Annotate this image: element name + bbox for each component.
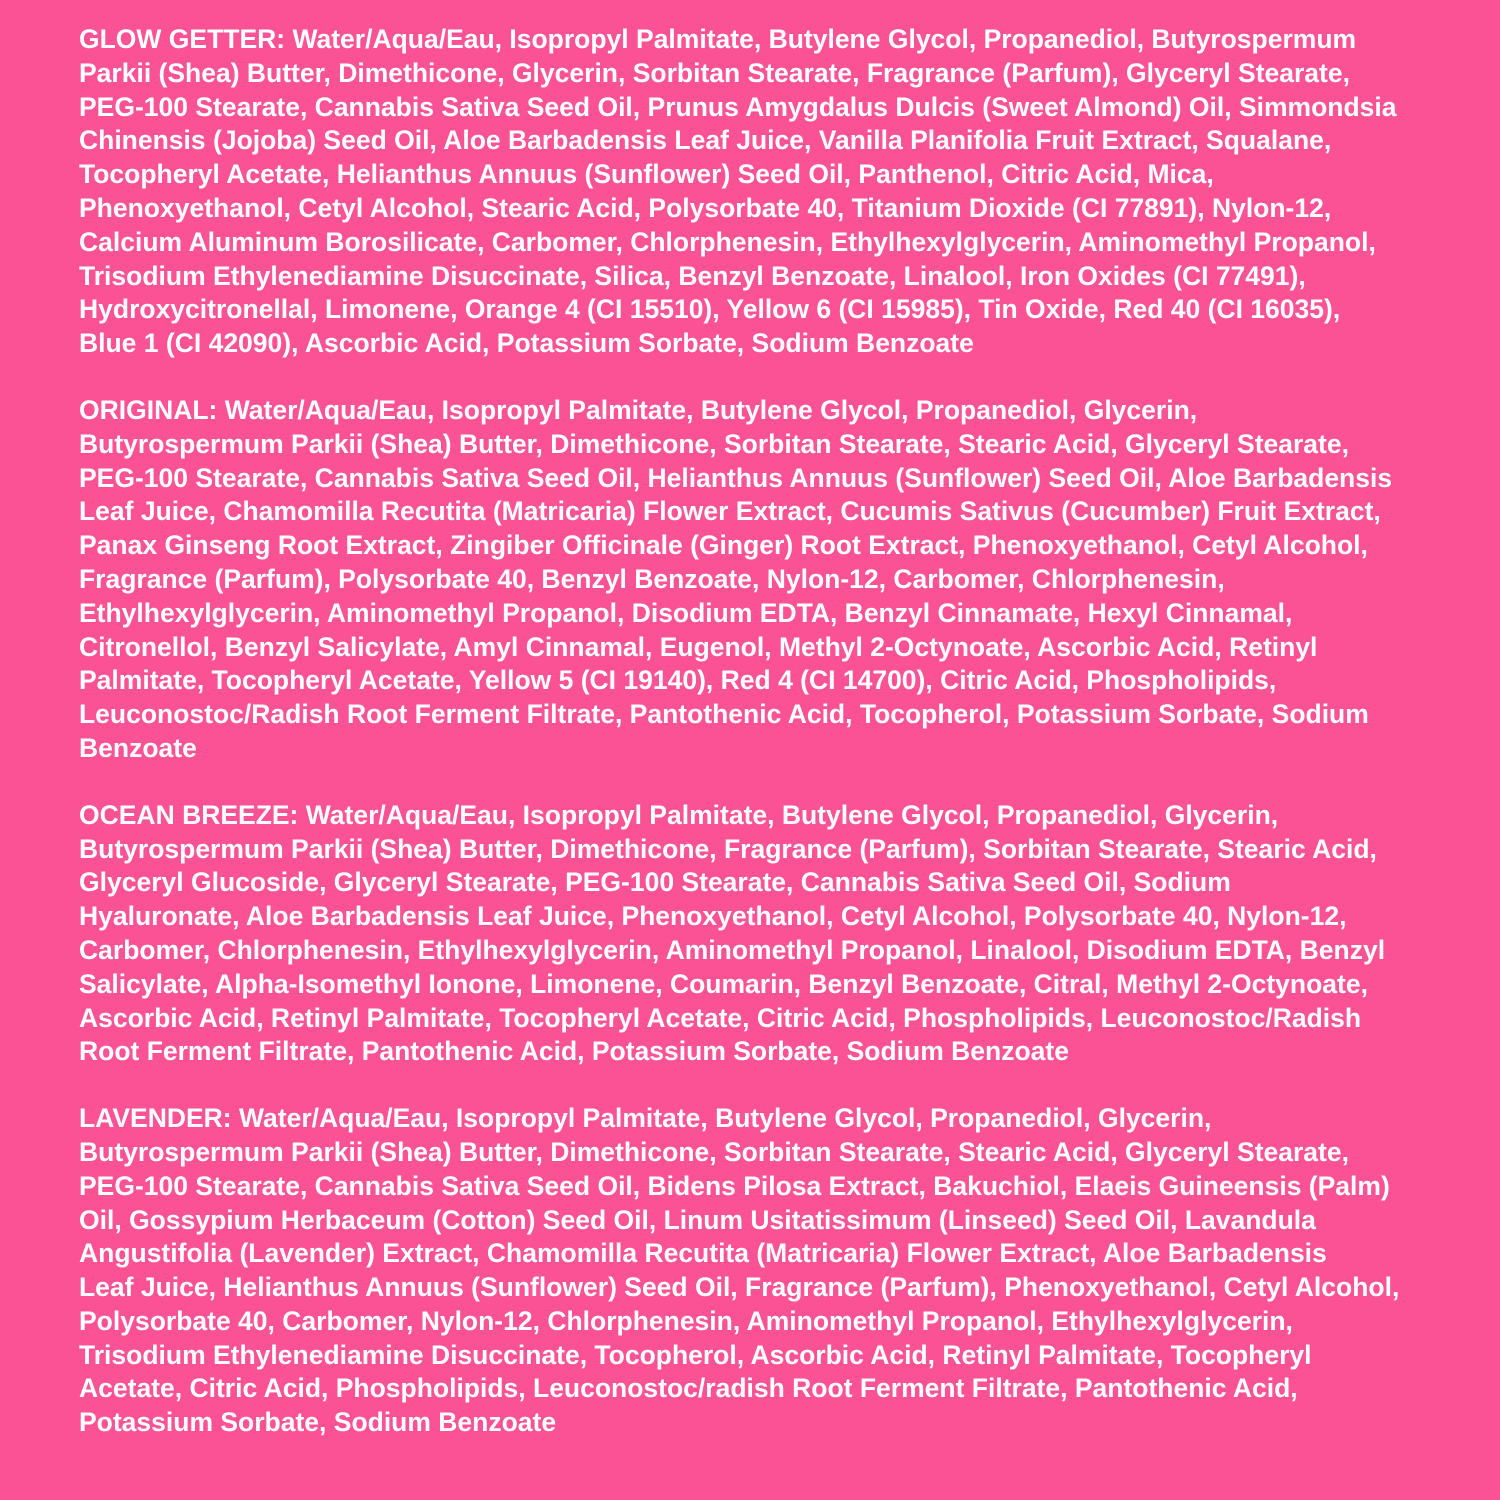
ingredient-line: Butyrospermum Parkii (Shea) Butter, Dimethicone, Sorbitan Stearate, Stearic Acid, Glyceryl Stearate,	[79, 1136, 1349, 1167]
ingredients-glow-getter	[79, 23, 1429, 361]
ingredient-line: Angustifolia (Lavender) Extract, Chamomilla Recutita (Matricaria) Flower Extract, Aloe Barbadensis	[79, 1238, 1327, 1269]
ingredient-line: Citronellol, Benzyl Salicylate, Amyl Cinnamal, Eugenol, Methyl 2-Octynoate, Ascorbic Acid, Retinyl	[79, 631, 1318, 662]
ingredient-line: Calcium Aluminum Borosilicate, Carbomer, Chlorphenesin, Ethylhexylglycerin, Aminomethyl Propanol,	[79, 226, 1376, 257]
ingredient-line: Oil, Gossypium Herbaceum (Cotton) Seed Oil, Linum Usitatissimum (Linseed) Seed Oil, Lavandula	[79, 1204, 1316, 1235]
ingredient-line: Butyrospermum Parkii (Shea) Butter, Dimethicone, Sorbitan Stearate, Stearic Acid, Glyceryl Stearate,	[79, 428, 1349, 459]
ingredient-line: Tocopheryl Acetate, Helianthus Annuus (Sunflower) Seed Oil, Panthenol, Citric Acid, Mica,	[79, 159, 1214, 190]
ingredient-line: PEG-100 Stearate, Cannabis Sativa Seed Oil, Bidens Pilosa Extract, Bakuchiol, Elaeis Guineensis (Palm)	[79, 1170, 1390, 1201]
ingredients-original	[79, 394, 1429, 766]
ingredient-line: Hydroxycitronellal, Limonene, Orange 4 (CI 15510), Yellow 6 (CI 15985), Tin Oxide, Red 40 (CI 16035),	[79, 294, 1341, 325]
ingredient-line: Leuconostoc/Radish Root Ferment Filtrate, Pantothenic Acid, Tocopherol, Potassium Sorbate, Sodium	[79, 699, 1369, 730]
ingredient-line: Ethylhexylglycerin, Aminomethyl Propanol, Disodium EDTA, Benzyl Cinnamate, Hexyl Cinnamal,	[79, 597, 1293, 628]
ingredient-line: Benzoate	[79, 732, 197, 763]
ingredients-ocean-breeze	[79, 799, 1429, 1069]
ingredient-line: Salicylate, Alpha-Isomethyl Ionone, Limonene, Coumarin, Benzyl Benzoate, Citral, Methyl 2-Octynoate,	[79, 968, 1368, 999]
ingredient-line: PEG-100 Stearate, Cannabis Sativa Seed Oil, Helianthus Annuus (Sunflower) Seed Oil, Aloe Barbadensis	[79, 462, 1393, 493]
ingredient-line: PEG-100 Stearate, Cannabis Sativa Seed Oil, Prunus Amygdalus Dulcis (Sweet Almond) Oil, Simmondsia	[79, 91, 1397, 122]
ingredient-line: Potassium Sorbate, Sodium Benzoate	[79, 1407, 557, 1438]
ingredient-line: LAVENDER: Water/Aqua/Eau, Isopropyl Palmitate, Butylene Glycol, Propanediol, Glycerin,	[79, 1103, 1212, 1134]
ingredient-line: Acetate, Citric Acid, Phospholipids, Leuconostoc/radish Root Ferment Filtrate, Pantothenic Acid,	[79, 1373, 1298, 1404]
ingredient-line: Leaf Juice, Helianthus Annuus (Sunflower) Seed Oil, Fragrance (Parfum), Phenoxyethanol, Cetyl Alcohol,	[79, 1272, 1400, 1303]
ingredient-line: Palmitate, Tocopheryl Acetate, Yellow 5 (CI 19140), Red 4 (CI 14700), Citric Acid, Phospholipids,	[79, 665, 1277, 696]
ingredient-line: Parkii (Shea) Butter, Dimethicone, Glycerin, Sorbitan Stearate, Fragrance (Parfum), Glyceryl Stearate,	[79, 57, 1350, 88]
ingredient-line: ORIGINAL: Water/Aqua/Eau, Isopropyl Palmitate, Butylene Glycol, Propanediol, Glycerin,	[79, 394, 1198, 425]
ingredient-line: Leaf Juice, Chamomilla Recutita (Matricaria) Flower Extract, Cucumis Sativus (Cucumber) Fruit Extract,	[79, 496, 1381, 527]
ingredient-line: Root Ferment Filtrate, Pantothenic Acid, Potassium Sorbate, Sodium Benzoate	[79, 1036, 1069, 1067]
ingredient-line: Blue 1 (CI 42090), Ascorbic Acid, Potassium Sorbate, Sodium Benzoate	[79, 328, 974, 359]
ingredient-line: Ascorbic Acid, Retinyl Palmitate, Tocopheryl Acetate, Citric Acid, Phospholipids, Leuconostoc/Radish	[79, 1002, 1362, 1033]
ingredients-lavender	[79, 1102, 1429, 1440]
ingredient-line: Chinensis (Jojoba) Seed Oil, Aloe Barbadensis Leaf Juice, Vanilla Planifolia Fruit Extract, Squalane,	[79, 125, 1332, 156]
ingredient-line: OCEAN BREEZE: Water/Aqua/Eau, Isopropyl Palmitate, Butylene Glycol, Propanediol, Glycerin,	[79, 799, 1279, 830]
ingredient-line: Fragrance (Parfum), Polysorbate 40, Benzyl Benzoate, Nylon-12, Carbomer, Chlorphenesin,	[79, 563, 1225, 594]
ingredient-line: Hyaluronate, Aloe Barbadensis Leaf Juice, Phenoxyethanol, Cetyl Alcohol, Polysorbate 40, Nylon-12,	[79, 901, 1347, 932]
ingredient-line: Carbomer, Chlorphenesin, Ethylhexylglycerin, Aminomethyl Propanol, Linalool, Disodium EDTA, Benzyl	[79, 934, 1386, 965]
ingredient-line: Panax Ginseng Root Extract, Zingiber Officinale (Ginger) Root Extract, Phenoxyethanol, Cetyl Alcohol,	[79, 530, 1368, 561]
ingredient-line: Polysorbate 40, Carbomer, Nylon-12, Chlorphenesin, Aminomethyl Propanol, Ethylhexylglycerin,	[79, 1305, 1293, 1336]
ingredient-line: Glyceryl Glucoside, Glyceryl Stearate, PEG-100 Stearate, Cannabis Sativa Seed Oil, Sodium	[79, 867, 1231, 898]
ingredients-document	[79, 23, 1429, 1483]
ingredient-line: Phenoxyethanol, Cetyl Alcohol, Stearic Acid, Polysorbate 40, Titanium Dioxide (CI 77891), Nylon-12,	[79, 192, 1332, 223]
ingredient-line: Trisodium Ethylenediamine Disuccinate, Silica, Benzyl Benzoate, Linalool, Iron Oxides (CI 77491),	[79, 260, 1306, 291]
ingredient-line: GLOW GETTER: Water/Aqua/Eau, Isopropyl Palmitate, Butylene Glycol, Propanediol, Butyrospermum	[79, 24, 1357, 54]
ingredient-line: Butyrospermum Parkii (Shea) Butter, Dimethicone, Fragrance (Parfum), Sorbitan Stearate, Stearic Acid,	[79, 833, 1377, 864]
ingredient-line: Trisodium Ethylenediamine Disuccinate, Tocopherol, Ascorbic Acid, Retinyl Palmitate, Tocopheryl	[79, 1339, 1312, 1370]
